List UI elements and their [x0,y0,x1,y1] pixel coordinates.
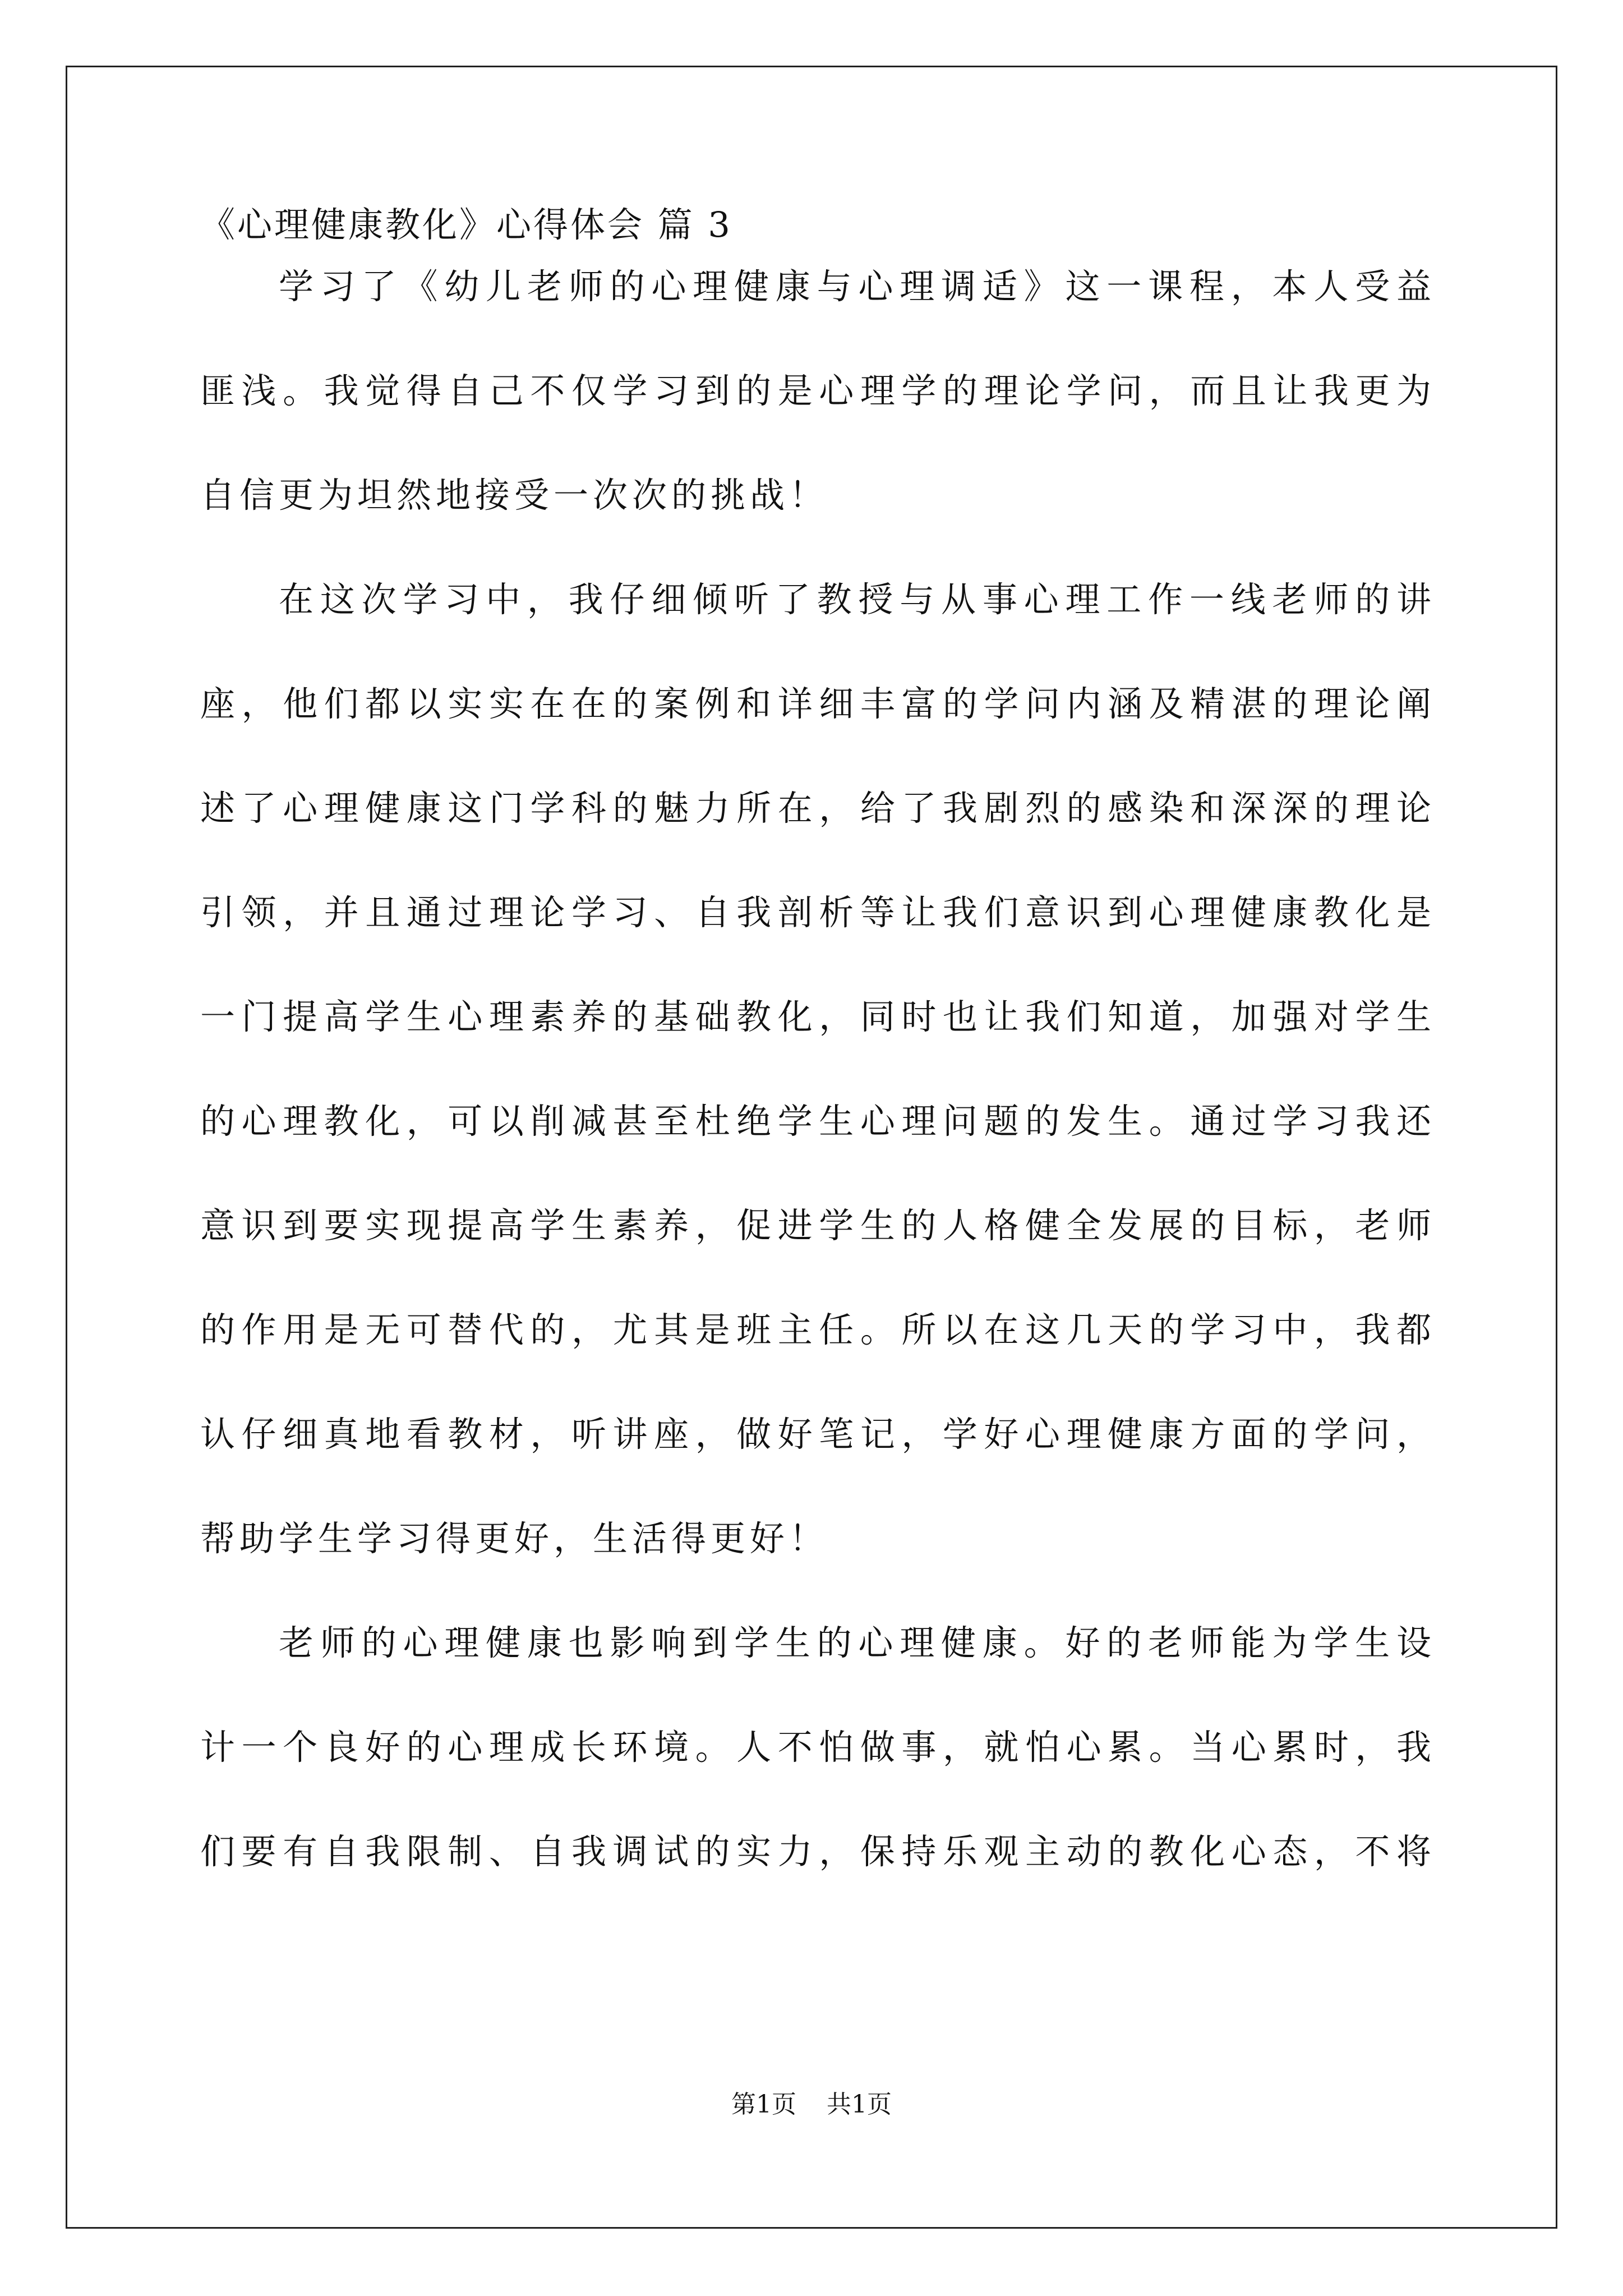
text-line: 自信更为坦然地接受一次次的挑战！ [200,475,829,516]
text-line: 座，他们都以实实在在的案例和详细丰富的学问内涵及精湛的理论阐 [200,683,1431,724]
paragraph-2 [200,579,1431,1626]
text-line: 述了心理健康这门学科的魅力所在，给了我剧烈的感染和深深的理论 [200,788,1431,829]
text-line: 一门提高学生心理素养的基础教化，同时也让我们知道，加强对学生 [200,996,1431,1037]
page-total: 共1页 [827,2090,892,2119]
text-line: 帮助学生学习得更好，生活得更好！ [200,1518,829,1559]
page-number: 第1页 [731,2090,796,2119]
text-line: 们要有自我限制、自我调试的实力，保持乐观主动的教化心态，不将 [200,1831,1431,1872]
document-title: 《心理健康教化》心得体会 篇 3 [200,204,732,245]
text-line: 意识到要实现提高学生素养，促进学生的人格健全发展的目标，老师 [200,1205,1431,1246]
page-footer [0,2092,1623,2117]
text-line: 匪浅。我觉得自己不仅学习到的是心理学的理论学问，而且让我更为 [200,370,1431,411]
text-line: 计一个良好的心理成长环境。人不怕做事，就怕心累。当心累时，我 [200,1727,1431,1768]
text-line: 引领，并且通过理论学习、自我剖析等让我们意识到心理健康教化是 [200,892,1431,933]
text-line: 老师的心理健康也影响到学生的心理健康。好的老师能为学生设 [279,1622,1431,1663]
text-line: 学习了《幼儿老师的心理健康与心理调适》这一课程，本人受益 [279,266,1431,307]
text-line: 认仔细真地看教材，听讲座，做好笔记，学好心理健康方面的学问， [200,1414,1431,1455]
text-line: 的心理教化，可以削减甚至杜绝学生心理问题的发生。通过学习我还 [200,1101,1431,1142]
paragraph-1 [200,266,1431,582]
document-body [200,204,1431,1939]
text-line: 的作用是无可替代的，尤其是班主任。所以在这几天的学习中，我都 [200,1309,1431,1350]
text-line: 在这次学习中，我仔细倾听了教授与从事心理工作一线老师的讲 [279,579,1431,620]
paragraph-3 [200,1622,1431,1939]
